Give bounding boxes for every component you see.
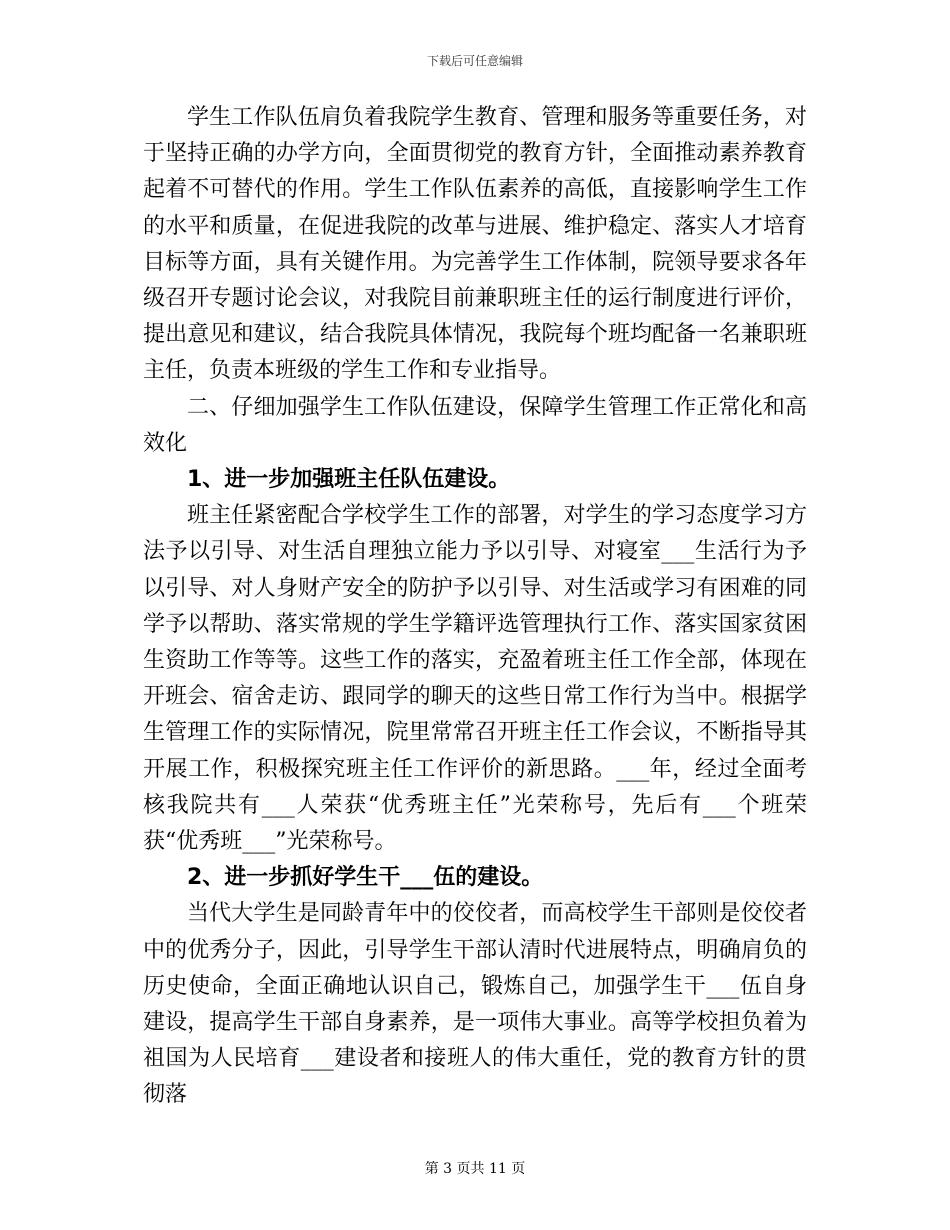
subheading-1: 1、进一步加强班主任队伍建设。 xyxy=(187,467,511,493)
document-body xyxy=(143,100,807,1114)
paragraph-intro: 学生工作队伍肩负着我院学生教育、管理和服务等重要任务，对于坚持正确的办学方向，全面贯彻党的教育方针，全面推动素养教育起着不可替代的作用。学生工作队伍素养的高低，直接影响学生工作的水平和质量，在促进我院的改革与进展、维护稳定、落实人才培育目标等方面，具有关键作用。为完善学生工作体制，院领导要求各年级召开专题讨论会议，对我院目前兼职班主任的运行制度进行评价，提出意见和建议，结合我院具体情况，我院每个班均配备一名兼职班主任，负责本班级的学生工作和专业指导。 xyxy=(143,105,807,384)
subheading-2: 2、进一步抓好学生干___伍的建设。 xyxy=(187,865,544,891)
section-heading-2: 二、仔细加强学生工作队伍建设，保障学生管理工作正常化和高效化 xyxy=(143,394,807,456)
paragraph-class-teacher: 班主任紧密配合学校学生工作的部署，对学生的学习态度学习方法予以引导、对生活自理独立能力予以引导、对寝室___生活行为予以引导、对人身财产安全的防护予以引导、对生活或学习有困难的同学予以帮助、落实常规的学生学籍评选管理执行工作、落实国家贫困生资助工作等等。这些工作的落实，充盈着班主任工作全部，体现在开班会、宿舍走访、跟同学的聊天的这些日常工作行为当中。根据学生管理工作的实际情况，院里常常召开班主任工作会议，不断指导其开展工作，积极探究班主任工作评价的新思路。___年，经过全面考核我院共有___人荣获“优秀班主任”光荣称号，先后有___个班荣获“优秀班___”光荣称号。 xyxy=(143,503,807,855)
page-footer: 第 3 页共 11 页 xyxy=(424,1161,526,1177)
paragraph-student-cadres: 当代大学生是同龄青年中的佼佼者，而高校学生干部则是佼佼者中的优秀分子，因此，引导学生干部认清时代进展特点，明确肩负的历史使命，全面正确地认识自己，锻炼自己，加强学生干___伍自身建设，提高学生干部自身素养，是一项伟大事业。高等学校担负着为祖国为人民培育___建设者和接班人的伟大重任，党的教育方针的贯彻落 xyxy=(143,901,807,1108)
page-header: 下载后可任意编辑 xyxy=(426,54,523,68)
